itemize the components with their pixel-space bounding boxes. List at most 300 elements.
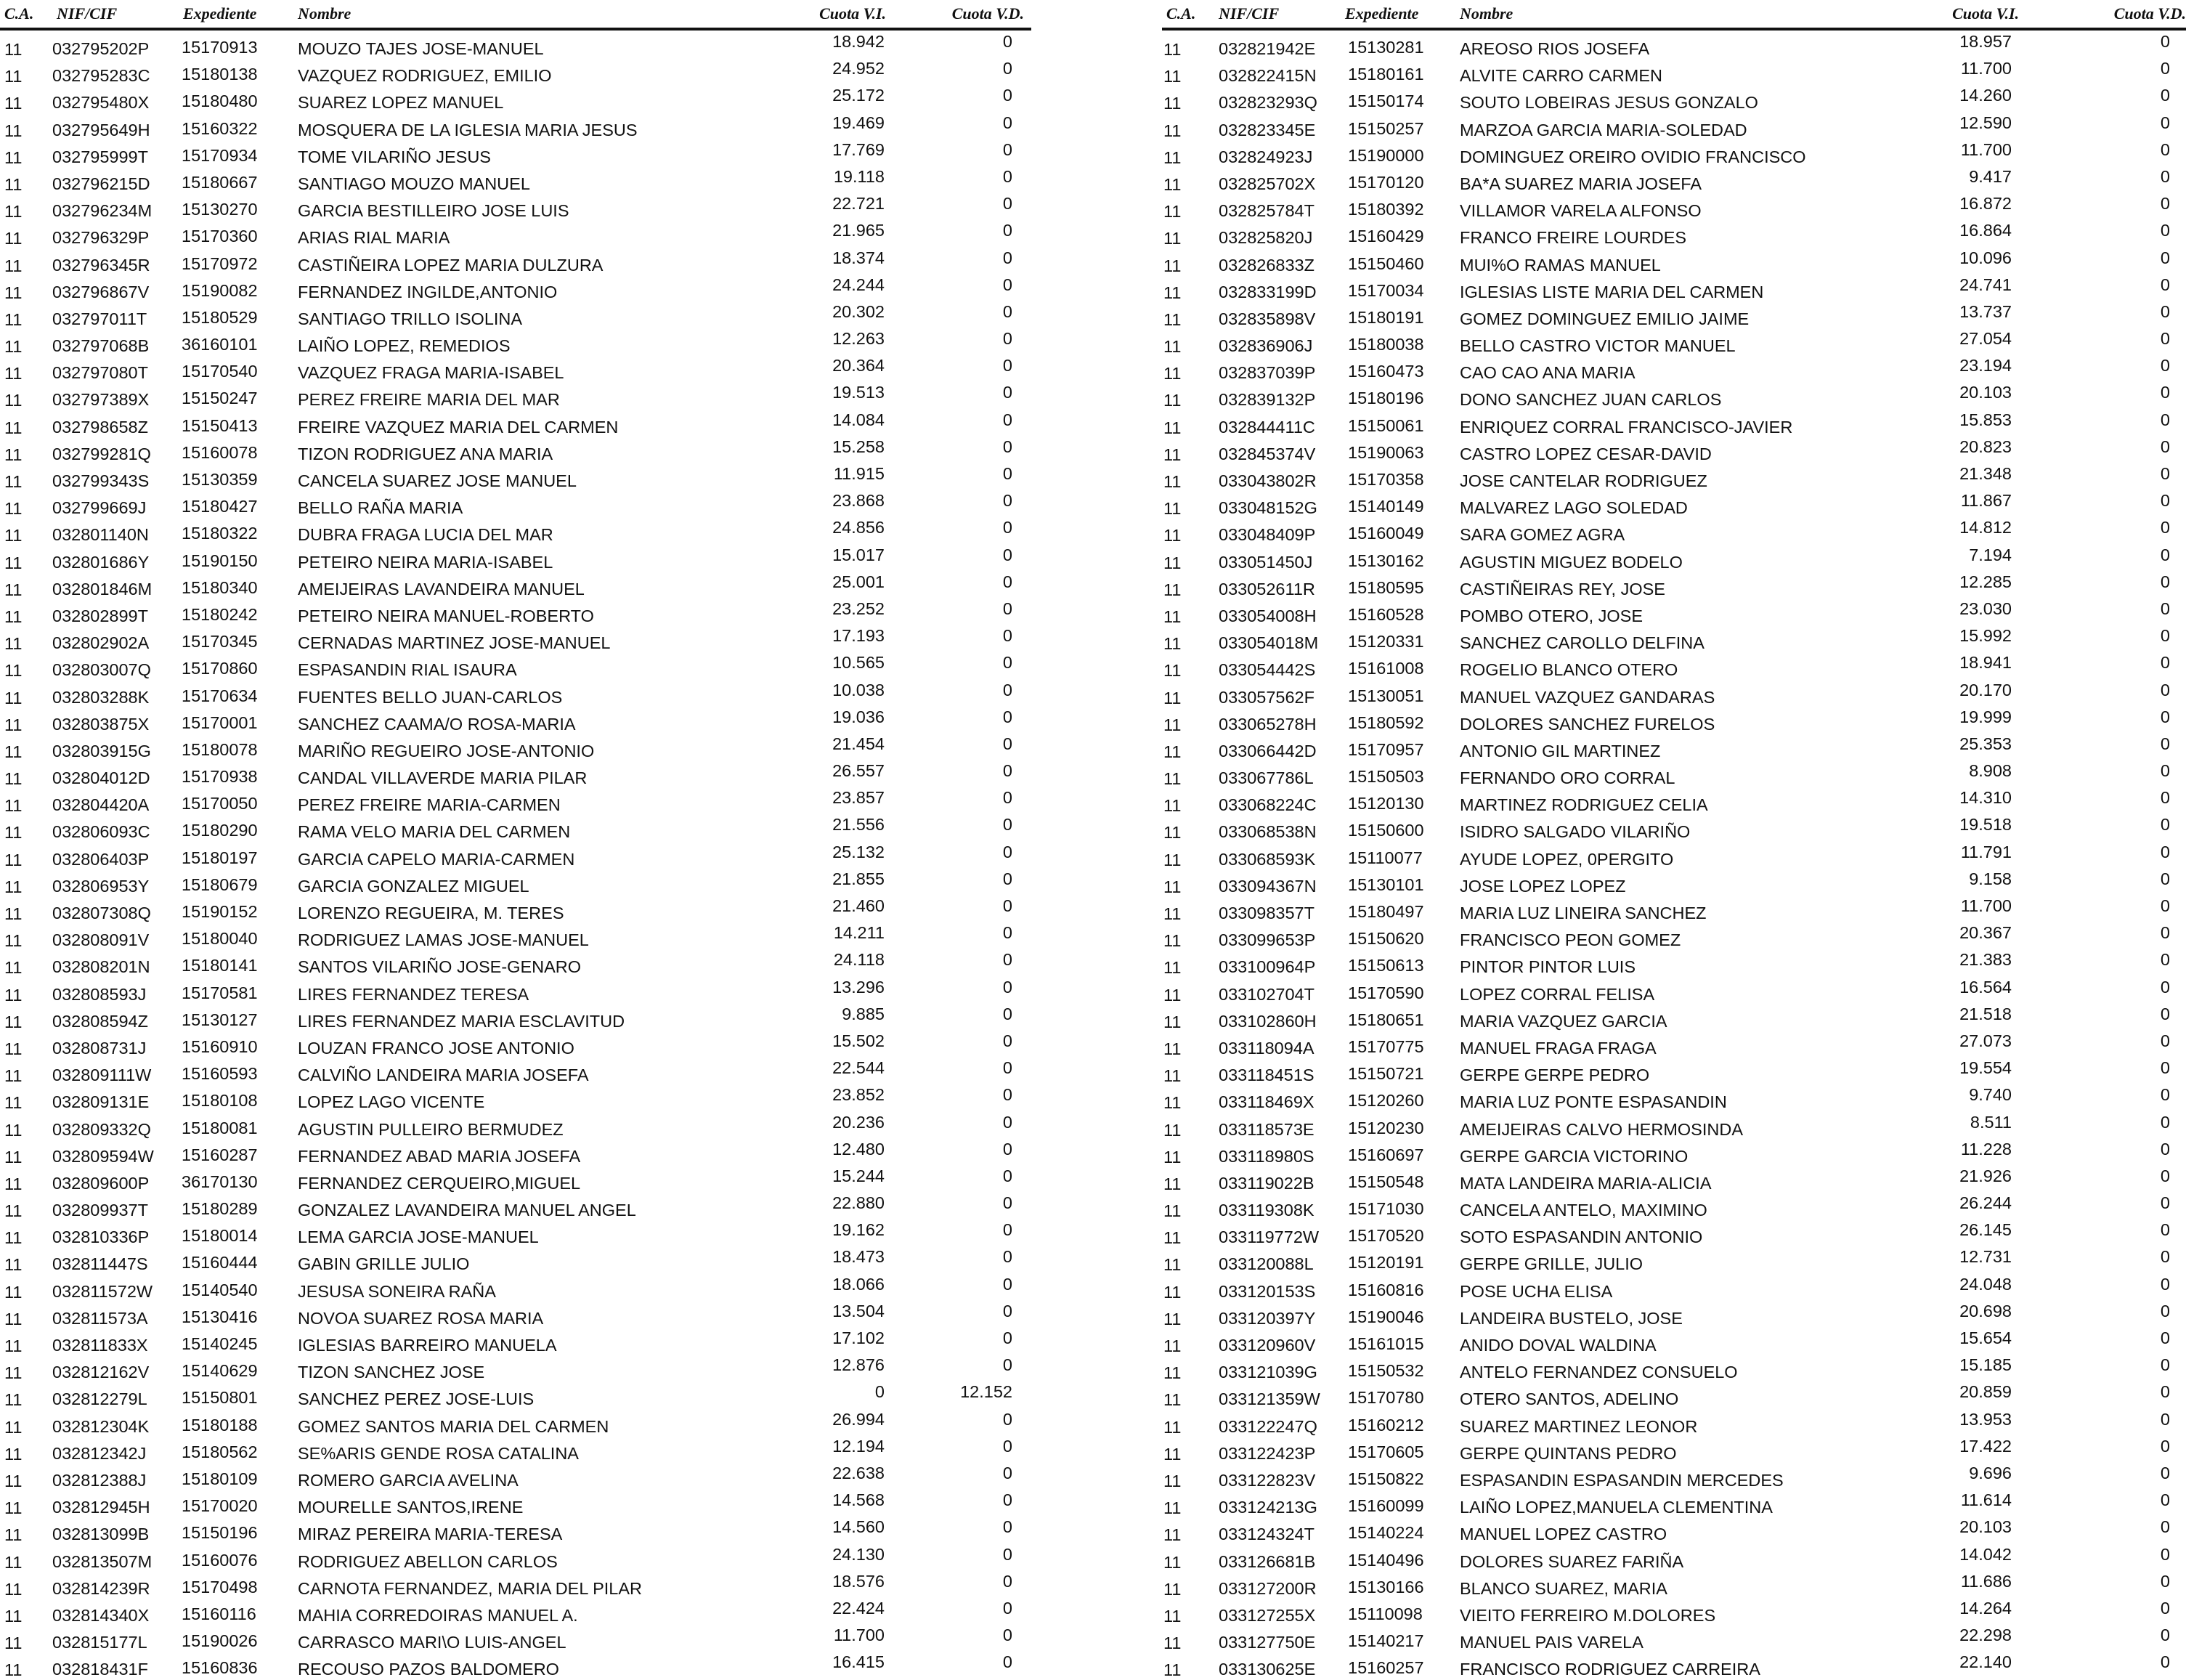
left-column — [0, 0, 1031, 1680]
cell-expediente: 15161008 — [1348, 659, 1424, 678]
cell-ca: 11 — [4, 931, 23, 951]
cell-cuota-vi: 20.170 — [1959, 680, 2012, 699]
cell-nif: 032835898V — [1219, 309, 1316, 328]
cell-cuota-vd: 0 — [2160, 1544, 2170, 1564]
cell-cuota-vi: 21.460 — [832, 896, 885, 915]
table-row — [0, 328, 1031, 357]
cell-expediente: 15160836 — [182, 1658, 258, 1678]
cell-cuota-vd: 0 — [2160, 842, 2170, 861]
cell-nombre: ESPASANDIN RIAL ISAURA — [298, 660, 517, 680]
cell-expediente: 15180138 — [182, 65, 258, 84]
cell-expediente: 15160099 — [1348, 1496, 1424, 1516]
cell-ca: 11 — [4, 499, 23, 519]
cell-expediente: 15140245 — [182, 1334, 258, 1353]
table-row — [1162, 1084, 2186, 1111]
cell-cuota-vi: 24.048 — [1959, 1274, 2012, 1294]
cell-cuota-vd: 0 — [2160, 1085, 2170, 1105]
cell-ca: 11 — [4, 147, 23, 167]
cell-expediente: 15110098 — [1348, 1604, 1423, 1623]
table-row — [0, 381, 1031, 408]
cell-ca: 11 — [1163, 1552, 1182, 1572]
table-row — [1162, 922, 2186, 949]
cell-ca: 11 — [1163, 1498, 1182, 1518]
cell-expediente: 15160473 — [1348, 362, 1424, 381]
cell-expediente: 15140224 — [1348, 1523, 1424, 1543]
cell-expediente: 15130281 — [1348, 38, 1424, 57]
table-row — [0, 1597, 1031, 1624]
cell-expediente: 15180196 — [1348, 389, 1424, 408]
cell-expediente: 15180108 — [182, 1091, 258, 1111]
cell-cuota-vd: 0 — [2160, 1490, 2170, 1510]
cell-nif: 033068593K — [1219, 849, 1316, 869]
table-row — [0, 436, 1031, 463]
cell-cuota-vi: 12.731 — [1959, 1247, 2012, 1267]
cell-cuota-vd: 0 — [2160, 1058, 2170, 1078]
cell-ca: 11 — [1163, 985, 1182, 1005]
cell-cuota-vd: 0 — [2160, 248, 2170, 267]
cell-nombre: TIZON SANCHEZ JOSE — [298, 1363, 485, 1382]
cell-nombre: POSE UCHA ELISA — [1460, 1281, 1613, 1301]
cell-cuota-vi: 20.364 — [832, 356, 885, 376]
cell-ca: 11 — [1163, 1363, 1182, 1383]
cell-nombre: JOSE CANTELAR RODRIGUEZ — [1460, 471, 1707, 490]
cell-cuota-vd: 0 — [2160, 653, 2170, 673]
cell-cuota-vi: 14.310 — [1959, 788, 2012, 808]
cell-nif: 032814239R — [52, 1578, 150, 1598]
table-row — [1162, 1003, 2186, 1030]
cell-cuota-vi: 22.880 — [832, 1193, 885, 1213]
cell-nif: 032804012D — [52, 768, 150, 788]
table-row — [1162, 598, 2186, 625]
cell-nombre: SUAREZ LOPEZ MANUEL — [298, 93, 504, 113]
cell-nombre: ANTONIO GIL MARTINEZ — [1460, 741, 1661, 760]
cell-cuota-vd: 0 — [1002, 437, 1012, 456]
cell-cuota-vi: 23.252 — [832, 598, 885, 618]
cell-nombre: AREOSO RIOS JOSEFA — [1460, 39, 1650, 58]
cell-nombre: MAHIA CORREDOIRAS MANUEL A. — [298, 1605, 578, 1625]
cell-expediente: 15180109 — [182, 1469, 258, 1488]
table-row — [1162, 976, 2186, 1003]
cell-nombre: RECOUSO PAZOS BALDOMERO — [298, 1660, 559, 1679]
table-row — [1162, 1435, 2186, 1462]
table-row — [0, 895, 1031, 922]
cell-nif: 032806953Y — [52, 876, 150, 896]
cell-nif: 033119022B — [1219, 1173, 1315, 1193]
cell-ca: 11 — [1163, 445, 1182, 464]
cell-cuota-vi: 11.791 — [1960, 842, 2012, 861]
cell-nombre: FERNANDEZ ABAD MARIA JOSEFA — [298, 1146, 581, 1166]
cell-expediente: 15180529 — [182, 307, 258, 327]
cell-nif: 032836906J — [1219, 336, 1313, 356]
table-row — [1162, 813, 2186, 843]
table-row — [0, 274, 1031, 301]
cell-expediente: 15180592 — [1348, 713, 1424, 732]
cell-nif: 032808594Z — [52, 1011, 148, 1031]
table-row — [0, 1381, 1031, 1408]
table-row — [1162, 516, 2186, 543]
cell-cuota-vi: 26.994 — [832, 1409, 885, 1429]
cell-cuota-vi: 19.518 — [1959, 815, 2012, 835]
cell-nombre: CASTRO LOPEZ CESAR-DAVID — [1460, 444, 1712, 463]
cell-expediente: 15120331 — [1348, 632, 1424, 652]
cell-nif: 032807308Q — [52, 904, 151, 922]
table-row — [0, 1219, 1031, 1246]
cell-cuota-vi: 13.953 — [1959, 1409, 2012, 1429]
cell-cuota-vd: 0 — [1002, 1517, 1012, 1537]
cell-ca: 11 — [4, 256, 23, 275]
cell-nombre: MOSQUERA DE LA IGLESIA MARIA JESUS — [298, 120, 638, 139]
header-nif: NIF/CIF — [1219, 4, 1280, 23]
cell-nif: 032797080T — [52, 363, 148, 383]
cell-nif: 032809332Q — [52, 1119, 151, 1139]
cell-ca: 11 — [4, 958, 23, 978]
table-row — [0, 192, 1031, 222]
table-row — [0, 976, 1031, 1003]
table-row — [0, 1273, 1031, 1300]
cell-cuota-vi: 22.298 — [1959, 1626, 2012, 1645]
cell-nif: 032821942E — [1219, 39, 1316, 58]
table-row — [0, 354, 1031, 384]
cell-cuota-vd: 0 — [1002, 598, 1012, 618]
cell-nombre: MANUEL LOPEZ CASTRO — [1460, 1525, 1667, 1544]
cell-expediente: 15150247 — [182, 389, 258, 408]
cell-nombre: ENRIQUEZ CORRAL FRANCISCO-JAVIER — [1460, 417, 1793, 437]
cell-cuota-vi: 21.454 — [832, 734, 885, 753]
cell-cuota-vd: 0 — [1002, 1436, 1012, 1456]
cell-cuota-vi: 11.700 — [1960, 59, 2012, 78]
table-row — [1162, 166, 2186, 192]
cell-ca: 11 — [4, 1525, 23, 1545]
cell-cuota-vi: 20.302 — [832, 301, 885, 321]
cell-nombre: POMBO OTERO, JOSE — [1460, 606, 1643, 625]
cell-nombre: LAIÑO LOPEZ, REMEDIOS — [298, 336, 511, 356]
cell-expediente: 15150721 — [1348, 1064, 1424, 1084]
cell-nif: 032797011T — [52, 309, 147, 328]
table-row — [1162, 760, 2186, 787]
cell-ca: 11 — [4, 202, 23, 222]
cell-nombre: OTERO SANTOS, ADELINO — [1460, 1389, 1679, 1409]
cell-nombre: CASTIÑEIRAS REY, JOSE — [1460, 579, 1665, 598]
cell-nombre: SANTIAGO TRILLO ISOLINA — [298, 309, 523, 328]
cell-nombre: SANTIAGO MOUZO MANUEL — [298, 174, 530, 193]
cell-cuota-vi: 21.965 — [832, 221, 885, 240]
cell-cuota-vi: 12.194 — [832, 1436, 885, 1456]
cell-ca: 11 — [4, 688, 23, 707]
table-row — [0, 1030, 1031, 1057]
cell-nombre: DUBRA FRAGA LUCIA DEL MAR — [298, 525, 553, 545]
cell-expediente: 15130359 — [182, 470, 258, 489]
cell-expediente: 15180242 — [182, 604, 258, 624]
cell-nombre: TOME VILARIÑO JESUS — [298, 147, 491, 166]
table-row — [1162, 1165, 2186, 1192]
cell-nif: 032826833Z — [1219, 255, 1315, 275]
cell-ca: 11 — [4, 553, 23, 572]
cell-nif: 032801140N — [52, 525, 149, 545]
cell-expediente: 15160697 — [1348, 1145, 1424, 1164]
cell-nif: 032798658Z — [52, 417, 148, 437]
cell-nombre: LANDEIRA BUSTELO, JOSE — [1460, 1308, 1683, 1328]
cell-ca: 11 — [1163, 580, 1182, 599]
table-row — [1162, 1597, 2186, 1624]
cell-ca: 11 — [4, 1417, 23, 1437]
cell-nombre: RAMA VELO MARIA DEL CARMEN — [298, 822, 571, 842]
cell-expediente: 15160593 — [182, 1064, 258, 1084]
cell-cuota-vi: 23.852 — [832, 1085, 885, 1105]
cell-ca: 11 — [1163, 309, 1182, 329]
cell-nombre: FREIRE VAZQUEZ MARIA DEL CARMEN — [298, 417, 619, 437]
table-row — [0, 706, 1031, 733]
cell-nif: 032799343S — [52, 471, 150, 490]
cell-nombre: CANCELA ANTELO, MAXIMINO — [1460, 1201, 1707, 1220]
cell-cuota-vi: 12.285 — [1959, 572, 2012, 591]
cell-ca: 11 — [1163, 634, 1182, 654]
cell-expediente: 15170581 — [182, 983, 258, 1002]
cell-nombre: MANUEL FRAGA FRAGA — [1460, 1038, 1657, 1058]
cell-cuota-vi: 11.614 — [1960, 1490, 2012, 1510]
cell-expediente: 36170130 — [182, 1172, 258, 1191]
cell-cuota-vd: 0 — [1002, 59, 1012, 78]
table-row — [0, 516, 1031, 543]
cell-cuota-vi: 24.741 — [1959, 275, 2012, 294]
cell-expediente: 15160212 — [1348, 1415, 1424, 1435]
cell-ca: 11 — [1163, 174, 1182, 194]
cell-expediente: 15180595 — [1348, 577, 1424, 597]
cell-expediente: 15150174 — [1348, 92, 1424, 111]
table-body — [1162, 31, 2186, 1678]
cell-cuota-vd: 0 — [2160, 491, 2170, 511]
cell-nombre: FRANCO FREIRE LOURDES — [1460, 228, 1687, 248]
cell-cuota-vd: 0 — [1002, 788, 1012, 808]
cell-nombre: GOMEZ SANTOS MARIA DEL CARMEN — [298, 1416, 609, 1436]
cell-ca: 11 — [1163, 1039, 1182, 1058]
cell-expediente: 15160257 — [1348, 1658, 1424, 1678]
cell-cuota-vd: 0 — [1002, 869, 1012, 888]
cell-expediente: 15170860 — [182, 659, 258, 678]
cell-ca: 11 — [4, 364, 23, 384]
cell-expediente: 15180651 — [1348, 1010, 1424, 1029]
cell-cuota-vi: 15.853 — [1959, 410, 2012, 429]
cell-ca: 11 — [4, 283, 23, 302]
cell-cuota-vd: 0 — [1002, 1652, 1012, 1672]
cell-nombre: RODRIGUEZ LAMAS JOSE-MANUEL — [298, 930, 589, 950]
cell-ca: 11 — [4, 580, 23, 599]
cell-ca: 11 — [1163, 1417, 1182, 1437]
cell-cuota-vi: 15.244 — [832, 1166, 885, 1185]
cell-nif: 033127255X — [1219, 1605, 1316, 1625]
cell-nif: 032806403P — [52, 849, 150, 869]
table-row — [0, 247, 1031, 274]
cell-cuota-vd: 0 — [1002, 950, 1012, 970]
table-row — [1162, 679, 2186, 706]
cell-nombre: BA*A SUAREZ MARIA JOSEFA — [1460, 174, 1702, 193]
cell-nombre: GERPE GARCIA VICTORINO — [1460, 1146, 1689, 1166]
cell-expediente: 15180497 — [1348, 902, 1424, 921]
cell-cuota-vd: 0 — [1002, 1355, 1012, 1375]
cell-nif: 033120960V — [1219, 1336, 1316, 1355]
cell-nif: 033068538N — [1219, 822, 1317, 842]
cell-ca: 11 — [4, 1660, 23, 1680]
cell-cuota-vi: 14.568 — [832, 1490, 885, 1510]
cell-cuota-vd: 0 — [1002, 896, 1012, 915]
cell-ca: 11 — [1163, 472, 1182, 491]
cell-ca: 11 — [1163, 1255, 1182, 1275]
cell-nif: 032812304K — [52, 1416, 150, 1436]
table-row — [0, 490, 1031, 519]
cell-cuota-vi: 12.263 — [832, 329, 885, 349]
cell-ca: 11 — [4, 337, 23, 357]
table-row — [0, 1003, 1031, 1030]
cell-nif: 032823345E — [1219, 120, 1316, 139]
table-row — [0, 760, 1031, 787]
table-row — [1162, 381, 2186, 408]
cell-cuota-vi: 18.066 — [832, 1274, 885, 1294]
cell-expediente: 15150061 — [1348, 415, 1424, 435]
cell-nombre: LOUZAN FRANCO JOSE ANTONIO — [298, 1038, 574, 1058]
cell-cuota-vi: 15.992 — [1959, 626, 2012, 646]
table-row — [1162, 31, 2186, 57]
cell-cuota-vi: 17.193 — [832, 626, 885, 646]
table-row — [0, 679, 1031, 706]
cell-cuota-vd: 0 — [1002, 1544, 1012, 1564]
header-cuota-vi: Cuota V.I. — [819, 4, 886, 23]
cell-expediente: 15160078 — [182, 442, 258, 462]
cell-nombre: DOLORES SUAREZ FARIÑA — [1460, 1551, 1684, 1571]
cell-ca: 11 — [4, 985, 23, 1005]
cell-cuota-vd: 0 — [1002, 626, 1012, 646]
table-body — [0, 31, 1031, 1678]
cell-cuota-vi: 18.942 — [832, 32, 885, 51]
cell-expediente: 15160429 — [1348, 227, 1424, 246]
cell-ca: 11 — [1163, 499, 1182, 519]
cell-expediente: 15180040 — [182, 929, 258, 949]
cell-expediente: 15160076 — [182, 1550, 258, 1570]
cell-ca: 11 — [4, 1147, 23, 1166]
cell-nombre: VILLAMOR VARELA ALFONSO — [1460, 201, 1702, 221]
cell-cuota-vd: 0 — [2160, 896, 2170, 915]
cell-cuota-vd: 0 — [2160, 1409, 2170, 1429]
cell-ca: 11 — [1163, 606, 1182, 626]
cell-expediente: 15180427 — [182, 497, 258, 516]
cell-nombre: BELLO CASTRO VICTOR MANUEL — [1460, 336, 1736, 356]
cell-nif: 033052611R — [1219, 579, 1315, 598]
table-row — [1162, 1354, 2186, 1381]
cell-expediente: 15160910 — [182, 1036, 258, 1056]
cell-cuota-vd: 0 — [2160, 1031, 2170, 1050]
cell-nif: 032808091V — [52, 930, 150, 950]
cell-cuota-vd: 0 — [2160, 1626, 2170, 1645]
cell-ca: 11 — [1163, 1174, 1182, 1193]
cell-cuota-vi: 15.258 — [832, 437, 885, 456]
cell-cuota-vi: 9.417 — [1969, 166, 2012, 186]
header-expediente: Expediente — [1345, 4, 1419, 23]
cell-cuota-vi: 13.504 — [832, 1301, 885, 1320]
cell-nif: 032812945H — [52, 1498, 150, 1517]
cell-cuota-vi: 12.480 — [832, 1139, 885, 1158]
cell-expediente: 15140496 — [1348, 1550, 1424, 1570]
cell-nif: 033099653P — [1219, 930, 1316, 950]
cell-ca: 11 — [1163, 877, 1182, 896]
cell-cuota-vi: 20.103 — [1959, 1517, 2012, 1537]
table-row — [0, 922, 1031, 949]
table-row — [0, 84, 1031, 111]
cell-expediente: 15140217 — [1348, 1631, 1424, 1651]
cell-nif: 032813099B — [52, 1525, 150, 1544]
cell-expediente: 15170345 — [182, 632, 258, 652]
cell-nombre: LOPEZ LAGO VICENTE — [298, 1092, 485, 1112]
cell-expediente: 15170520 — [1348, 1226, 1424, 1246]
cell-nif: 033068224C — [1219, 795, 1317, 815]
cell-ca: 11 — [1163, 1120, 1182, 1140]
table-row — [0, 1570, 1031, 1597]
cell-nombre: AMEIJEIRAS LAVANDEIRA MANUEL — [298, 579, 585, 598]
cell-nif: 032795202P — [52, 39, 150, 58]
cell-ca: 11 — [1163, 1201, 1182, 1221]
cell-cuota-vd: 0 — [1002, 518, 1012, 537]
table-row — [1162, 1570, 2186, 1597]
cell-expediente: 15150548 — [1348, 1172, 1424, 1191]
cell-expediente: 15120130 — [1348, 794, 1424, 813]
cell-cuota-vi: 11.686 — [1960, 1571, 2012, 1591]
cell-cuota-vi: 22.638 — [832, 1463, 885, 1482]
table-row — [1162, 247, 2186, 274]
cell-cuota-vd: 0 — [1002, 1085, 1012, 1105]
cell-nif: 032811833X — [52, 1336, 148, 1355]
cell-nombre: FERNANDEZ CERQUEIRO,MIGUEL — [298, 1173, 581, 1193]
table-row — [1162, 1300, 2186, 1327]
cell-cuota-vi: 14.264 — [1959, 1598, 2012, 1618]
cell-nombre: GABIN GRILLE JULIO — [298, 1254, 470, 1274]
cell-nif: 033048409P — [1219, 525, 1316, 545]
cell-expediente: 15140629 — [182, 1361, 258, 1381]
cell-cuota-vi: 15.502 — [832, 1031, 885, 1050]
cell-ca: 11 — [1163, 1634, 1182, 1653]
cell-ca: 11 — [4, 742, 23, 761]
cell-cuota-vi: 14.211 — [833, 923, 885, 943]
cell-nombre: SANCHEZ CAROLLO DELFINA — [1460, 633, 1704, 653]
cell-cuota-vi: 20.698 — [1959, 1301, 2012, 1320]
cell-cuota-vd: 0 — [2160, 518, 2170, 537]
cell-ca: 11 — [1163, 121, 1182, 140]
table-row — [0, 625, 1031, 652]
cell-nif: 032837039P — [1219, 363, 1316, 383]
cell-nif: 032802902A — [52, 633, 150, 653]
cell-nif: 032813507M — [52, 1551, 153, 1571]
cell-expediente: 15160528 — [1348, 604, 1424, 624]
cell-ca: 11 — [1163, 1444, 1182, 1464]
cell-ca: 11 — [1163, 147, 1182, 167]
cell-ca: 11 — [1163, 904, 1182, 923]
cell-nif: 033094367N — [1219, 876, 1317, 896]
cell-cuota-vd: 0 — [2160, 59, 2170, 78]
cell-nif: 032803875X — [52, 714, 150, 734]
cell-expediente: 15120191 — [1348, 1253, 1424, 1273]
cell-nombre: LAIÑO LOPEZ,MANUELA CLEMENTINA — [1460, 1498, 1773, 1517]
cell-ca: 11 — [1163, 796, 1182, 816]
cell-nombre: MARIA LUZ LINEIRA SANCHEZ — [1460, 904, 1707, 922]
cell-cuota-vd: 0 — [1002, 1004, 1012, 1023]
cell-cuota-vd: 0 — [1002, 194, 1012, 214]
cell-cuota-vi: 10.565 — [832, 653, 885, 673]
cell-nombre: CASTIÑEIRA LOPEZ MARIA DULZURA — [298, 255, 604, 275]
cell-cuota-vi: 22.544 — [832, 1058, 885, 1078]
table-row — [1162, 733, 2186, 760]
cell-cuota-vi: 20.823 — [1959, 437, 2012, 456]
cell-nombre: CAO CAO ANA MARIA — [1460, 363, 1636, 383]
cell-nombre: LEMA GARCIA JOSE-MANUEL — [298, 1227, 539, 1247]
cell-nif: 032803007Q — [52, 660, 151, 680]
table-row — [1162, 409, 2186, 436]
table-row — [0, 139, 1031, 166]
